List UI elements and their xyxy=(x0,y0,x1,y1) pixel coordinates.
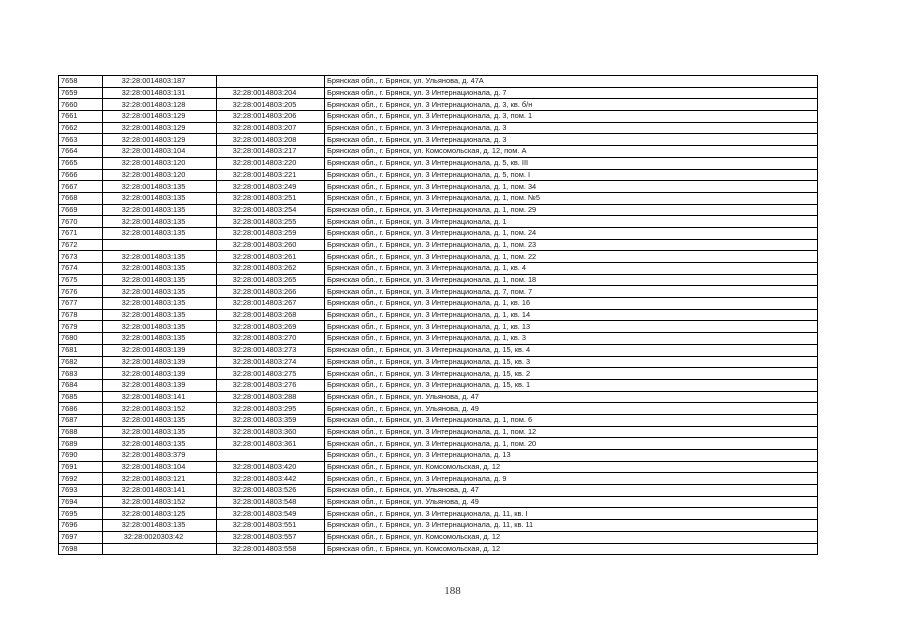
row-number-cell: 7686 xyxy=(59,403,103,415)
address-cell: Брянская обл., г. Брянск, ул. 3 Интернационала, д. 9 xyxy=(325,473,818,485)
table-row xyxy=(59,181,818,193)
land-cadastral-number-cell: 32:28:0014803:104 xyxy=(103,146,217,158)
table-row xyxy=(59,169,818,181)
table-row xyxy=(59,450,818,462)
land-cadastral-number-cell: 32:28:0014803:135 xyxy=(103,251,217,263)
row-number-cell: 7673 xyxy=(59,251,103,263)
land-cadastral-number-cell xyxy=(103,239,217,251)
table-row xyxy=(59,298,818,310)
address-cell: Брянская обл., г. Брянск, ул. 3 Интернационала, д. 5, кв. III xyxy=(325,157,818,169)
land-cadastral-number-cell: 32:28:0014803:135 xyxy=(103,438,217,450)
row-number-cell: 7696 xyxy=(59,520,103,532)
row-number-cell: 7695 xyxy=(59,508,103,520)
object-cadastral-number-cell: 32:28:0014803:221 xyxy=(217,169,325,181)
row-number-cell: 7659 xyxy=(59,87,103,99)
address-cell: Брянская обл., г. Брянск, ул. 3 Интернационала, д. 15, кв. 2 xyxy=(325,368,818,380)
object-cadastral-number-cell: 32:28:0014803:276 xyxy=(217,379,325,391)
address-cell: Брянская обл., г. Брянск, ул. 3 Интернационала, д. 15, кв. 3 xyxy=(325,356,818,368)
land-cadastral-number-cell: 32:28:0014803:379 xyxy=(103,450,217,462)
address-cell: Брянская обл., г. Брянск, ул. Ульянова, д. 47А xyxy=(325,76,818,88)
land-cadastral-number-cell: 32:28:0014803:152 xyxy=(103,496,217,508)
table-row xyxy=(59,99,818,111)
row-number-cell: 7661 xyxy=(59,111,103,123)
row-number-cell: 7662 xyxy=(59,122,103,134)
row-number-cell: 7663 xyxy=(59,134,103,146)
land-cadastral-number-cell: 32:28:0014803:129 xyxy=(103,111,217,123)
land-cadastral-number-cell: 32:28:0014803:135 xyxy=(103,333,217,345)
table-row xyxy=(59,146,818,158)
land-cadastral-number-cell: 32:28:0014803:135 xyxy=(103,321,217,333)
object-cadastral-number-cell: 32:28:0014803:267 xyxy=(217,298,325,310)
table-row xyxy=(59,508,818,520)
object-cadastral-number-cell: 32:28:0014803:558 xyxy=(217,543,325,555)
table-row xyxy=(59,192,818,204)
row-number-cell: 7679 xyxy=(59,321,103,333)
land-cadastral-number-cell: 32:28:0014803:135 xyxy=(103,298,217,310)
table-row xyxy=(59,251,818,263)
land-cadastral-number-cell: 32:28:0014803:135 xyxy=(103,181,217,193)
object-cadastral-number-cell: 32:28:0014803:549 xyxy=(217,508,325,520)
address-cell: Брянская обл., г. Брянск, ул. 3 Интернационала, д. 1, пом. 6 xyxy=(325,414,818,426)
table-row xyxy=(59,263,818,275)
table-row xyxy=(59,473,818,485)
object-cadastral-number-cell: 32:28:0014803:275 xyxy=(217,368,325,380)
row-number-cell: 7685 xyxy=(59,391,103,403)
object-cadastral-number-cell: 32:28:0014803:204 xyxy=(217,87,325,99)
object-cadastral-number-cell: 32:28:0014803:288 xyxy=(217,391,325,403)
address-cell: Брянская обл., г. Брянск, ул. 3 Интернационала, д. 1, пом. 23 xyxy=(325,239,818,251)
row-number-cell: 7675 xyxy=(59,274,103,286)
object-cadastral-number-cell: 32:28:0014803:260 xyxy=(217,239,325,251)
address-cell: Брянская обл., г. Брянск, ул. 3 Интернационала, д. 11, кв. I xyxy=(325,508,818,520)
row-number-cell: 7658 xyxy=(59,76,103,88)
land-cadastral-number-cell: 32:28:0014803:187 xyxy=(103,76,217,88)
table-row xyxy=(59,520,818,532)
address-cell: Брянская обл., г. Брянск, ул. Комсомольская, д. 12 xyxy=(325,461,818,473)
object-cadastral-number-cell: 32:28:0014803:361 xyxy=(217,438,325,450)
land-cadastral-number-cell: 32:28:0014803:129 xyxy=(103,134,217,146)
table-body xyxy=(59,76,818,555)
object-cadastral-number-cell: 32:28:0014803:262 xyxy=(217,263,325,275)
object-cadastral-number-cell: 32:28:0014803:274 xyxy=(217,356,325,368)
table-row xyxy=(59,204,818,216)
table-row xyxy=(59,216,818,228)
land-cadastral-number-cell: 32:28:0014803:139 xyxy=(103,356,217,368)
land-cadastral-number-cell: 32:28:0014803:135 xyxy=(103,216,217,228)
table-row xyxy=(59,426,818,438)
land-cadastral-number-cell: 32:28:0014803:125 xyxy=(103,508,217,520)
table-row xyxy=(59,368,818,380)
land-cadastral-number-cell: 32:28:0014803:135 xyxy=(103,192,217,204)
land-cadastral-number-cell: 32:28:0014803:152 xyxy=(103,403,217,415)
table-row xyxy=(59,111,818,123)
object-cadastral-number-cell: 32:28:0014803:548 xyxy=(217,496,325,508)
object-cadastral-number-cell: 32:28:0014803:261 xyxy=(217,251,325,263)
row-number-cell: 7664 xyxy=(59,146,103,158)
table-row xyxy=(59,543,818,555)
object-cadastral-number-cell: 32:28:0014803:526 xyxy=(217,485,325,497)
table-row xyxy=(59,87,818,99)
table-row xyxy=(59,461,818,473)
table-row xyxy=(59,321,818,333)
table-row xyxy=(59,391,818,403)
table-row xyxy=(59,239,818,251)
row-number-cell: 7697 xyxy=(59,531,103,543)
address-cell: Брянская обл., г. Брянск, ул. Комсомольская, д. 12 xyxy=(325,531,818,543)
land-cadastral-number-cell: 32:28:0014803:139 xyxy=(103,379,217,391)
object-cadastral-number-cell: 32:28:0014803:270 xyxy=(217,333,325,345)
address-cell: Брянская обл., г. Брянск, ул. 3 Интернационала, д. 15, кв. 1 xyxy=(325,379,818,391)
address-cell: Брянская обл., г. Брянск, ул. 3 Интернационала, д. 1, пом. 22 xyxy=(325,251,818,263)
row-number-cell: 7676 xyxy=(59,286,103,298)
address-cell: Брянская обл., г. Брянск, ул. 3 Интернационала, д. 1 xyxy=(325,216,818,228)
row-number-cell: 7692 xyxy=(59,473,103,485)
object-cadastral-number-cell: 32:28:0014803:420 xyxy=(217,461,325,473)
land-cadastral-number-cell: 32:28:0014803:121 xyxy=(103,473,217,485)
land-cadastral-number-cell: 32:28:0014803:135 xyxy=(103,227,217,239)
object-cadastral-number-cell: 32:28:0014803:269 xyxy=(217,321,325,333)
land-cadastral-number-cell: 32:28:0014803:135 xyxy=(103,286,217,298)
land-cadastral-number-cell: 32:28:0014803:131 xyxy=(103,87,217,99)
address-cell: Брянская обл., г. Брянск, ул. Комсомольская, д. 12, пом. А xyxy=(325,146,818,158)
land-cadastral-number-cell: 32:28:0014803:139 xyxy=(103,368,217,380)
object-cadastral-number-cell: 32:28:0014803:551 xyxy=(217,520,325,532)
object-cadastral-number-cell: 32:28:0014803:360 xyxy=(217,426,325,438)
object-cadastral-number-cell: 32:28:0014803:265 xyxy=(217,274,325,286)
address-cell: Брянская обл., г. Брянск, ул. 3 Интернационала, д. 1, пом. 12 xyxy=(325,426,818,438)
address-cell: Брянская обл., г. Брянск, ул. 3 Интернационала, д. 7 xyxy=(325,87,818,99)
address-cell: Брянская обл., г. Брянск, ул. 3 Интернационала, д. 5, пом. I xyxy=(325,169,818,181)
object-cadastral-number-cell: 32:28:0014803:205 xyxy=(217,99,325,111)
row-number-cell: 7678 xyxy=(59,309,103,321)
address-cell: Брянская обл., г. Брянск, ул. 3 Интернационала, д. 1, пом. 34 xyxy=(325,181,818,193)
land-cadastral-number-cell: 32:28:0014803:139 xyxy=(103,344,217,356)
row-number-cell: 7691 xyxy=(59,461,103,473)
row-number-cell: 7666 xyxy=(59,169,103,181)
row-number-cell: 7681 xyxy=(59,344,103,356)
table-row xyxy=(59,134,818,146)
cadastral-table xyxy=(58,75,818,555)
table-row xyxy=(59,414,818,426)
land-cadastral-number-cell: 32:28:0014803:135 xyxy=(103,309,217,321)
object-cadastral-number-cell: 32:28:0014803:255 xyxy=(217,216,325,228)
land-cadastral-number-cell: 32:28:0014803:129 xyxy=(103,122,217,134)
land-cadastral-number-cell: 32:28:0014803:135 xyxy=(103,520,217,532)
table-row xyxy=(59,531,818,543)
table-row xyxy=(59,496,818,508)
table-row xyxy=(59,227,818,239)
row-number-cell: 7693 xyxy=(59,485,103,497)
row-number-cell: 7680 xyxy=(59,333,103,345)
land-cadastral-number-cell: 32:28:0014803:135 xyxy=(103,426,217,438)
object-cadastral-number-cell: 32:28:0014803:217 xyxy=(217,146,325,158)
row-number-cell: 7694 xyxy=(59,496,103,508)
address-cell: Брянская обл., г. Брянск, ул. 3 Интернационала, д. 1, пом. 29 xyxy=(325,204,818,216)
table-row xyxy=(59,333,818,345)
address-cell: Брянская обл., г. Брянск, ул. 3 Интернационала, д. 1, кв. 3 xyxy=(325,333,818,345)
table-row xyxy=(59,309,818,321)
land-cadastral-number-cell: 32:28:0014803:120 xyxy=(103,169,217,181)
row-number-cell: 7660 xyxy=(59,99,103,111)
table-row xyxy=(59,157,818,169)
address-cell: Брянская обл., г. Брянск, ул. 3 Интернационала, д. 7, пом. 7 xyxy=(325,286,818,298)
row-number-cell: 7672 xyxy=(59,239,103,251)
address-cell: Брянская обл., г. Брянск, ул. 3 Интернационала, д. 1, кв. 13 xyxy=(325,321,818,333)
address-cell: Брянская обл., г. Брянск, ул. 3 Интернационала, д. 1, пом. 20 xyxy=(325,438,818,450)
address-cell: Брянская обл., г. Брянск, ул. Ульянова, д. 49 xyxy=(325,496,818,508)
row-number-cell: 7667 xyxy=(59,181,103,193)
row-number-cell: 7665 xyxy=(59,157,103,169)
address-cell: Брянская обл., г. Брянск, ул. 3 Интернационала, д. 1, кв. 14 xyxy=(325,309,818,321)
object-cadastral-number-cell xyxy=(217,450,325,462)
land-cadastral-number-cell: 32:28:0014803:141 xyxy=(103,391,217,403)
address-cell: Брянская обл., г. Брянск, ул. 3 Интернационала, д. 1, пом. 24 xyxy=(325,227,818,239)
row-number-cell: 7683 xyxy=(59,368,103,380)
address-cell: Брянская обл., г. Брянск, ул. Комсомольская, д. 12 xyxy=(325,543,818,555)
row-number-cell: 7687 xyxy=(59,414,103,426)
table-row xyxy=(59,356,818,368)
address-cell: Брянская обл., г. Брянск, ул. 3 Интернационала, д. 1, кв. 4 xyxy=(325,263,818,275)
table-row xyxy=(59,379,818,391)
land-cadastral-number-cell xyxy=(103,543,217,555)
object-cadastral-number-cell: 32:28:0014803:206 xyxy=(217,111,325,123)
land-cadastral-number-cell: 32:28:0014803:135 xyxy=(103,274,217,286)
object-cadastral-number-cell: 32:28:0014803:207 xyxy=(217,122,325,134)
object-cadastral-number-cell: 32:28:0014803:220 xyxy=(217,157,325,169)
object-cadastral-number-cell xyxy=(217,76,325,88)
address-cell: Брянская обл., г. Брянск, ул. 3 Интернационала, д. 15, кв. 4 xyxy=(325,344,818,356)
row-number-cell: 7677 xyxy=(59,298,103,310)
table-row xyxy=(59,122,818,134)
address-cell: Брянская обл., г. Брянск, ул. 3 Интернационала, д. 3 xyxy=(325,122,818,134)
land-cadastral-number-cell: 32:28:0014803:141 xyxy=(103,485,217,497)
land-cadastral-number-cell: 32:28:0014803:104 xyxy=(103,461,217,473)
land-cadastral-number-cell: 32:28:0020303:42 xyxy=(103,531,217,543)
object-cadastral-number-cell: 32:28:0014803:442 xyxy=(217,473,325,485)
table-row xyxy=(59,438,818,450)
table-row xyxy=(59,485,818,497)
object-cadastral-number-cell: 32:28:0014803:208 xyxy=(217,134,325,146)
land-cadastral-number-cell: 32:28:0014803:135 xyxy=(103,204,217,216)
row-number-cell: 7674 xyxy=(59,263,103,275)
table-row xyxy=(59,344,818,356)
row-number-cell: 7669 xyxy=(59,204,103,216)
object-cadastral-number-cell: 32:28:0014803:557 xyxy=(217,531,325,543)
row-number-cell: 7670 xyxy=(59,216,103,228)
object-cadastral-number-cell: 32:28:0014803:254 xyxy=(217,204,325,216)
object-cadastral-number-cell: 32:28:0014803:273 xyxy=(217,344,325,356)
address-cell: Брянская обл., г. Брянск, ул. Ульянова, д. 49 xyxy=(325,403,818,415)
table-row xyxy=(59,403,818,415)
address-cell: Брянская обл., г. Брянск, ул. 3 Интернационала, д. 1, кв. 16 xyxy=(325,298,818,310)
row-number-cell: 7668 xyxy=(59,192,103,204)
page-number: 188 xyxy=(444,585,461,597)
row-number-cell: 7689 xyxy=(59,438,103,450)
table-row xyxy=(59,274,818,286)
land-cadastral-number-cell: 32:28:0014803:120 xyxy=(103,157,217,169)
address-cell: Брянская обл., г. Брянск, ул. 3 Интернационала, д. 13 xyxy=(325,450,818,462)
object-cadastral-number-cell: 32:28:0014803:359 xyxy=(217,414,325,426)
address-cell: Брянская обл., г. Брянск, ул. 3 Интернационала, д. 1, пом. 18 xyxy=(325,274,818,286)
address-cell: Брянская обл., г. Брянск, ул. 3 Интернационала, д. 3, кв. б/н xyxy=(325,99,818,111)
land-cadastral-number-cell: 32:28:0014803:128 xyxy=(103,99,217,111)
row-number-cell: 7690 xyxy=(59,450,103,462)
row-number-cell: 7688 xyxy=(59,426,103,438)
table-row xyxy=(59,76,818,88)
table-row xyxy=(59,286,818,298)
row-number-cell: 7684 xyxy=(59,379,103,391)
object-cadastral-number-cell: 32:28:0014803:251 xyxy=(217,192,325,204)
object-cadastral-number-cell: 32:28:0014803:295 xyxy=(217,403,325,415)
address-cell: Брянская обл., г. Брянск, ул. Ульянова, д. 47 xyxy=(325,391,818,403)
address-cell: Брянская обл., г. Брянск, ул. 3 Интернационала, д. 3 xyxy=(325,134,818,146)
land-cadastral-number-cell: 32:28:0014803:135 xyxy=(103,263,217,275)
address-cell: Брянская обл., г. Брянск, ул. 3 Интернационала, д. 3, пом. 1 xyxy=(325,111,818,123)
row-number-cell: 7698 xyxy=(59,543,103,555)
object-cadastral-number-cell: 32:28:0014803:249 xyxy=(217,181,325,193)
row-number-cell: 7682 xyxy=(59,356,103,368)
address-cell: Брянская обл., г. Брянск, ул. 3 Интернационала, д. 1, пом. №5 xyxy=(325,192,818,204)
object-cadastral-number-cell: 32:28:0014803:259 xyxy=(217,227,325,239)
object-cadastral-number-cell: 32:28:0014803:266 xyxy=(217,286,325,298)
row-number-cell: 7671 xyxy=(59,227,103,239)
address-cell: Брянская обл., г. Брянск, ул. 3 Интернационала, д. 11, кв. 11 xyxy=(325,520,818,532)
land-cadastral-number-cell: 32:28:0014803:135 xyxy=(103,414,217,426)
object-cadastral-number-cell: 32:28:0014803:268 xyxy=(217,309,325,321)
address-cell: Брянская обл., г. Брянск, ул. Ульянова, д. 47 xyxy=(325,485,818,497)
